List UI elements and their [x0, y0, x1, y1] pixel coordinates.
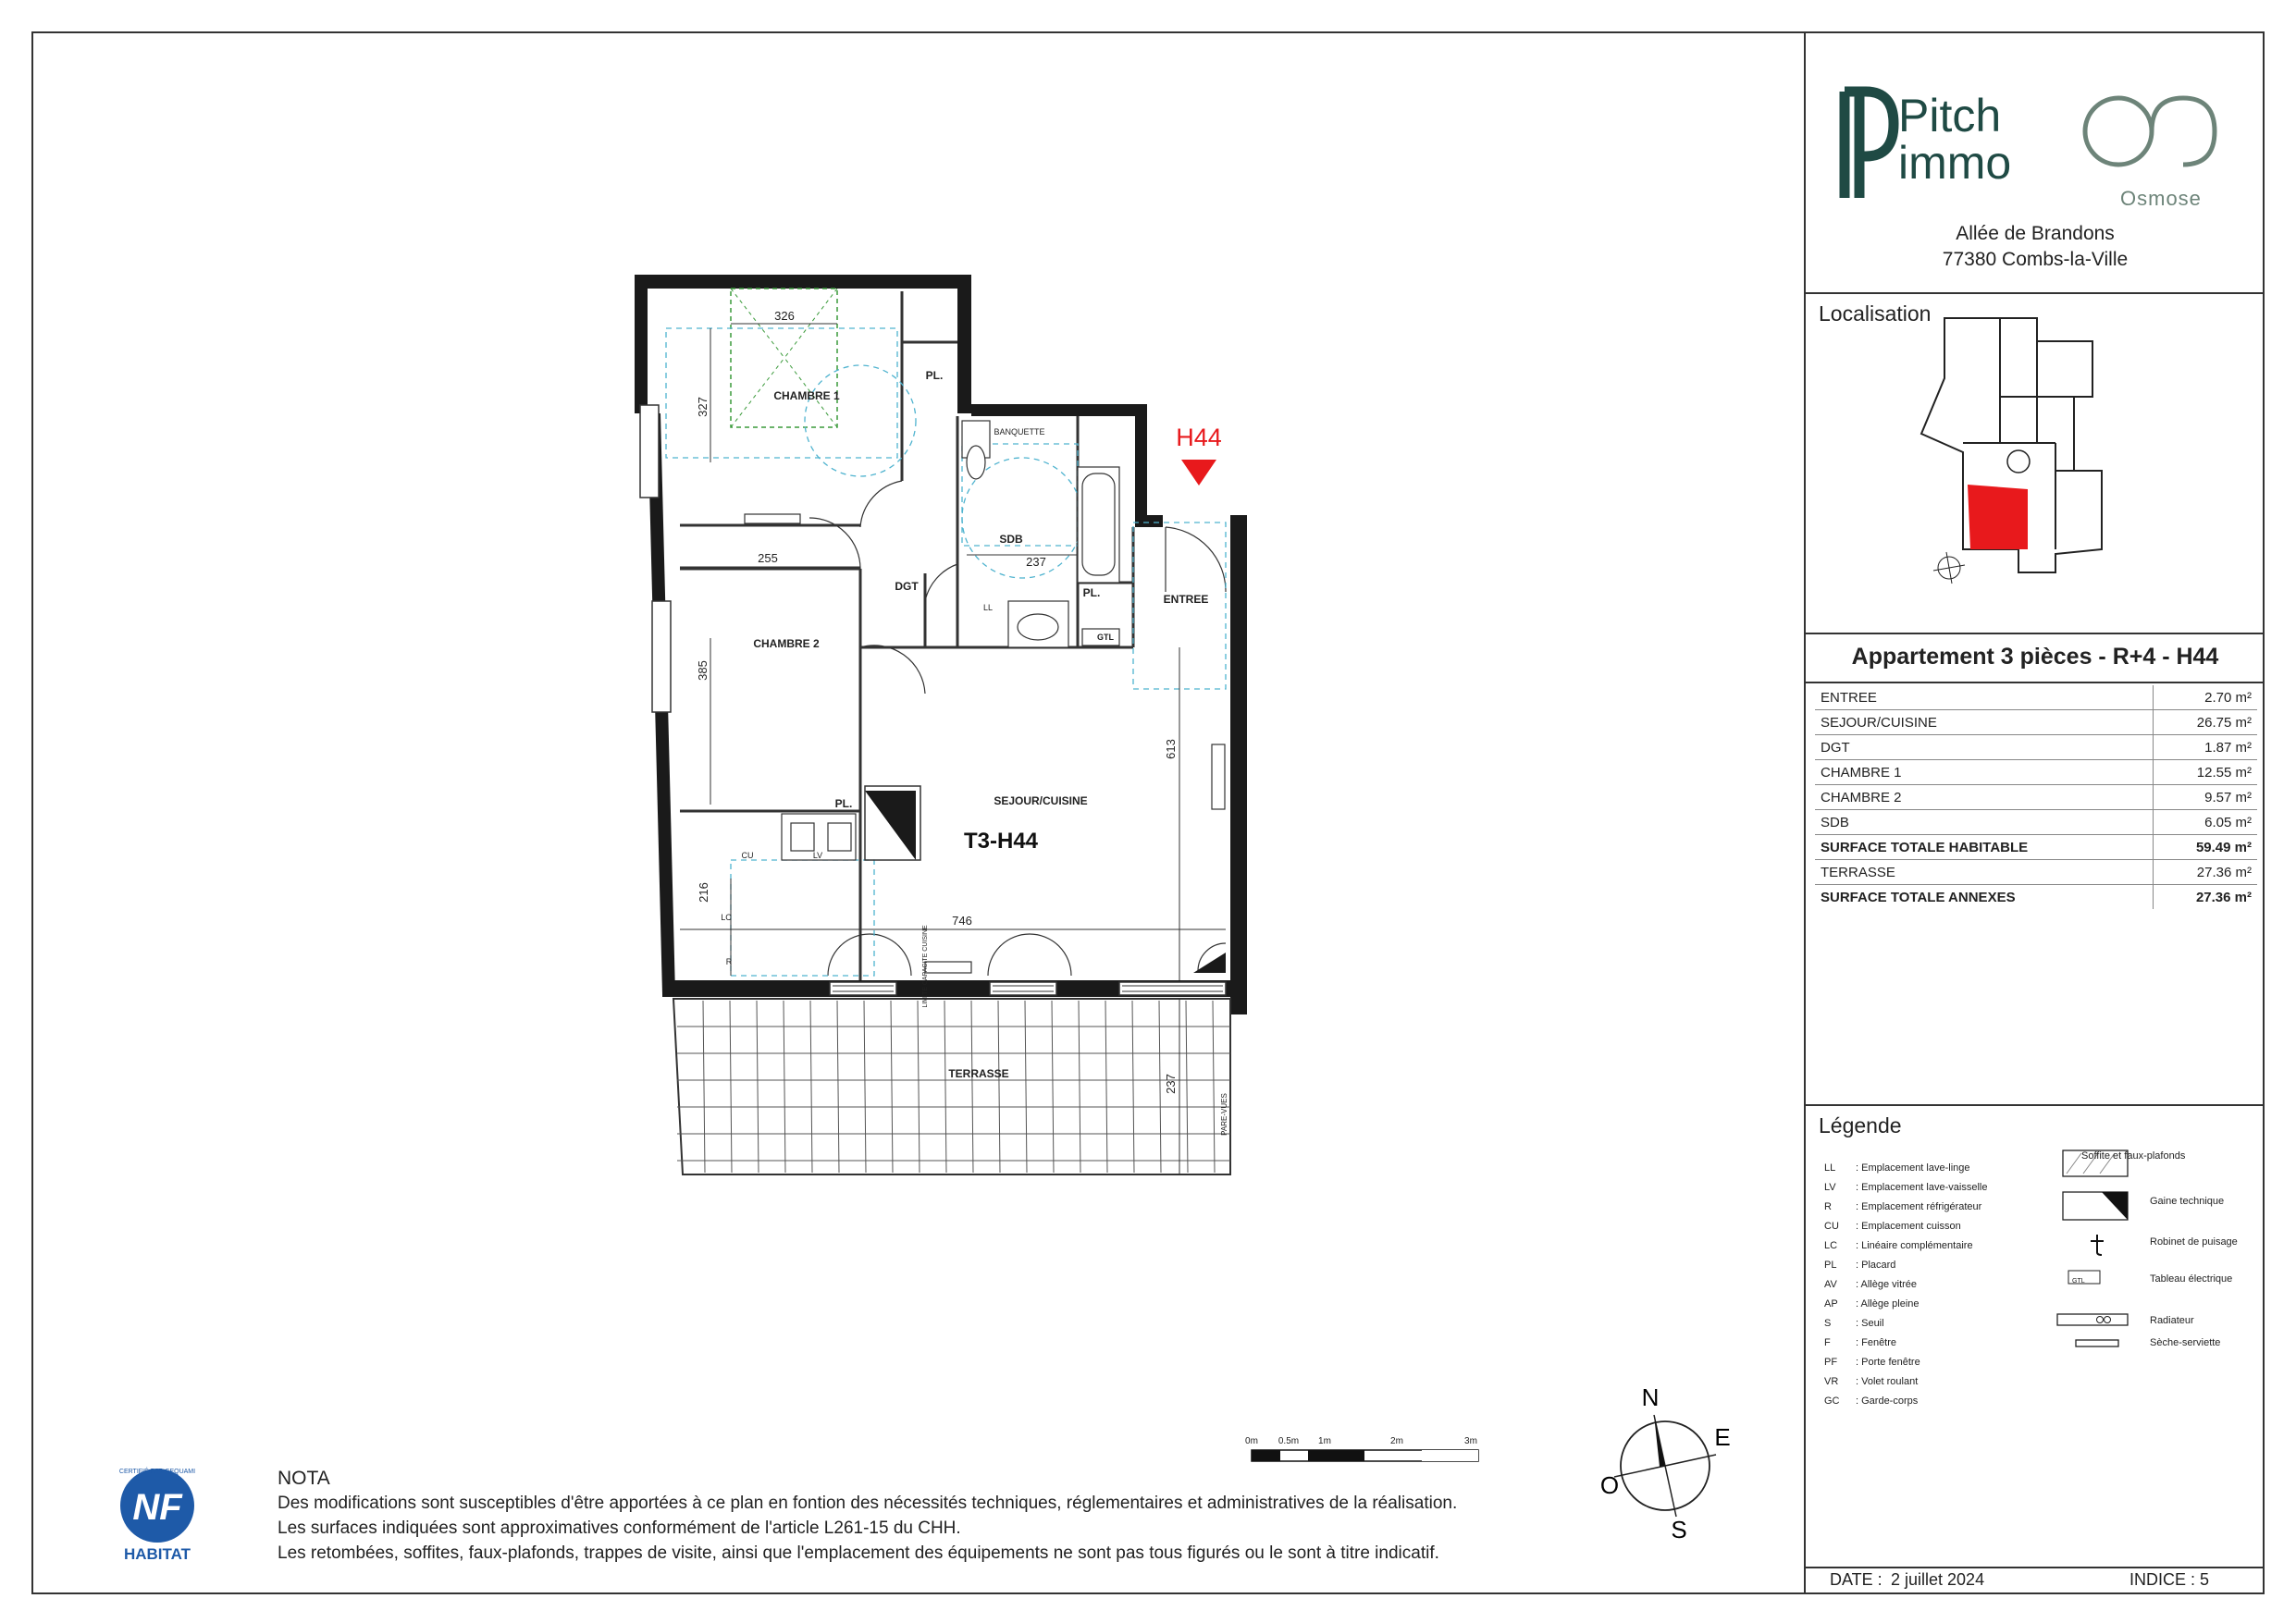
nf-mark: NF — [132, 1487, 182, 1528]
annex-total-row — [1815, 885, 2257, 910]
legend-code-item — [1824, 1239, 1973, 1252]
legend-sym-radiateur: Radiateur — [2150, 1315, 2194, 1326]
legend-code-item — [1824, 1297, 1920, 1310]
address-line2: 77380 Combs-la-Ville — [1942, 249, 2129, 270]
surface-label: SURFACE TOTALE HABITABLE — [1815, 835, 2154, 860]
seche-serviette-symbol — [2076, 1340, 2118, 1346]
legend-code-text: : Linéaire complémentaire — [1856, 1240, 1973, 1251]
cu-label: CU — [741, 851, 754, 860]
pitch-logo-line1: Pitch — [1898, 90, 2002, 141]
legend-title: Légende — [1819, 1113, 1902, 1137]
title-block — [1804, 31, 2265, 1594]
nota-line-1: Des modifications sont susceptibles d'être apportées à ce plan en fontion des nécessités techniques, réglementaires et administratives de la réalisation. — [278, 1494, 1458, 1513]
legend-code-text: : Emplacement réfrigérateur — [1856, 1201, 1982, 1212]
osmose-logo-icon — [2074, 85, 2250, 187]
indice-value: INDICE : 5 — [2129, 1570, 2210, 1589]
pl-label-1: PL. — [925, 369, 944, 382]
legend-code: GC — [1824, 1396, 1840, 1407]
surface-row — [1815, 710, 2257, 735]
surface-value: 27.36 m² — [2154, 885, 2258, 910]
pare-vues-label: PARE-VUES — [1220, 1093, 1228, 1136]
legend-sym-soffite: Soffite et faux-plafonds — [2081, 1150, 2186, 1162]
pl-label-3: PL. — [1082, 586, 1101, 599]
legend-sym-tableau: Tableau électrique — [2150, 1273, 2233, 1285]
radiateur-symbol — [2057, 1314, 2128, 1325]
nota-line-2: Les surfaces indiquées sont approximatives conformément de l'article L261-15 du CHH. — [278, 1518, 961, 1538]
room-label-terrasse: TERRASSE — [948, 1067, 1009, 1080]
gaine-symbol — [2102, 1192, 2128, 1220]
legend-sym-seche: Sèche-serviette — [2150, 1337, 2221, 1348]
legend-code-item — [1824, 1395, 1918, 1408]
apartment-marker: H44 — [1176, 424, 1222, 451]
pitch-logo-line2: immo — [1898, 137, 2012, 189]
legend-code-text: : Emplacement lave-linge — [1856, 1162, 1970, 1174]
surface-value: 12.55 m² — [2154, 760, 2258, 785]
legend-code: CU — [1824, 1221, 1839, 1232]
legend-code-text: : Emplacement cuisson — [1856, 1221, 1961, 1232]
legend-code-item — [1824, 1181, 1987, 1194]
pl-label-2: PL. — [834, 797, 853, 810]
fixtures — [745, 421, 1225, 973]
room-label-sdb: SDB — [999, 533, 1023, 546]
legend-code-text: : Porte fenêtre — [1856, 1357, 1920, 1368]
scale-label-05: 0.5m — [1278, 1436, 1300, 1446]
plan-label: T3-H44 — [963, 829, 1039, 854]
osmose-wordmark: Osmose — [2120, 187, 2202, 210]
legend-code: VR — [1824, 1376, 1839, 1387]
dim-385: 385 — [696, 660, 710, 681]
nf-arc: CERTIFIÉ PAR CEQUAMI — [118, 1469, 196, 1475]
lc-label: LC — [721, 913, 732, 922]
legend-code-text: : Garde-corps — [1856, 1396, 1919, 1407]
compass-o: O — [1599, 1471, 1620, 1499]
mini-compass-icon — [1933, 552, 1965, 584]
scale-label-1: 1m — [1318, 1436, 1331, 1446]
room-label-dgt: DGT — [895, 580, 919, 593]
terrace — [673, 999, 1230, 1174]
surface-row — [1815, 760, 2257, 785]
r-label: R — [725, 957, 733, 966]
lv-label: LV — [812, 851, 823, 860]
surface-row — [1815, 785, 2257, 810]
room-label-chambre1: CHAMBRE 1 — [773, 389, 840, 402]
room-label-entree: ENTREE — [1163, 593, 1209, 606]
surface-value: 2.70 m² — [2154, 685, 2258, 710]
legend-code: AV — [1824, 1279, 1837, 1290]
surface-label: SEJOUR/CUISINE — [1815, 710, 2154, 735]
legend-sym-gaine: Gaine technique — [2150, 1196, 2225, 1207]
legend-code: R — [1824, 1201, 1832, 1212]
legend-code: PF — [1824, 1357, 1838, 1368]
surface-row — [1815, 810, 2257, 835]
surface-row — [1815, 735, 2257, 760]
exterior-walls — [635, 275, 1247, 1014]
nota-title: NOTA — [278, 1468, 330, 1489]
compass-icon — [1600, 1383, 1731, 1543]
surface-label: DGT — [1815, 735, 2154, 760]
legend-code-item — [1824, 1278, 1917, 1291]
dim-237a: 237 — [1026, 555, 1046, 569]
surface-table — [1815, 685, 2257, 909]
localisation-map — [1907, 304, 2148, 591]
nota-line-3: Les retombées, soffites, faux-plafonds, trappes de visite, ainsi que l'emplacement des équipements ne sont pas tous figurés ou le sont à titre indicatif. — [278, 1543, 1439, 1563]
legend-code-text: : Placard — [1856, 1260, 1896, 1271]
legend-code-text: : Emplacement lave-vaisselle — [1856, 1182, 1988, 1193]
scale-label-2: 2m — [1390, 1436, 1403, 1446]
legend-code-text: : Allège vitrée — [1856, 1279, 1918, 1290]
robinet-symbol — [2091, 1235, 2104, 1255]
surface-value: 27.36 m² — [2154, 860, 2258, 885]
legend-code-text: : Seuil — [1856, 1318, 1884, 1329]
surface-label: TERRASSE — [1815, 860, 2154, 885]
dim-746: 746 — [952, 914, 972, 928]
surface-value: 9.57 m² — [2154, 785, 2258, 810]
apartment-highlight — [1968, 485, 2028, 549]
date-label: DATE : — [1830, 1570, 1882, 1589]
legend-code-item — [1824, 1317, 1884, 1330]
legend-code: S — [1824, 1318, 1832, 1329]
annex-row — [1815, 860, 2257, 885]
surface-value: 59.49 m² — [2154, 835, 2258, 860]
surface-value: 26.75 m² — [2154, 710, 2258, 735]
legend-code: AP — [1824, 1298, 1838, 1309]
ll-label: LL — [982, 603, 994, 612]
date-value: 2 juillet 2024 — [1891, 1570, 1985, 1589]
legend-sym-robinet: Robinet de puisage — [2150, 1236, 2238, 1248]
legend-code-text: : Volet roulant — [1856, 1376, 1919, 1387]
legend-code-item — [1824, 1259, 1895, 1272]
surface-row — [1815, 685, 2257, 710]
scale-label-3: 3m — [1464, 1436, 1477, 1446]
legend-code: F — [1824, 1337, 1831, 1348]
nota-block — [278, 1466, 1457, 1566]
legend-code-item — [1824, 1356, 1920, 1369]
marker-arrow-icon — [1181, 460, 1216, 486]
legend-code-item — [1824, 1336, 1896, 1349]
legend-code-item — [1824, 1375, 1918, 1388]
surface-value: 6.05 m² — [2154, 810, 2258, 835]
legend-code-text: : Fenêtre — [1856, 1337, 1897, 1348]
scale-bar — [1245, 1436, 1478, 1461]
address-line1: Allée de Brandons — [1956, 223, 2115, 244]
surface-value: 1.87 m² — [2154, 735, 2258, 760]
dim-255: 255 — [758, 551, 778, 565]
legend-code-item — [1824, 1220, 1961, 1233]
dim-613: 613 — [1164, 739, 1178, 759]
apartment-title: Appartement 3 pièces - R+4 - H44 — [1851, 644, 2219, 670]
pitch-immo-logo-icon — [1833, 82, 1907, 212]
compass-e: E — [1714, 1423, 1731, 1451]
legend-code: PL — [1824, 1260, 1837, 1271]
dim-326: 326 — [774, 309, 795, 323]
surface-label: CHAMBRE 2 — [1815, 785, 2154, 810]
nf-sub: HABITAT — [123, 1545, 191, 1563]
localisation-title: Localisation — [1819, 301, 1932, 326]
compass-n: N — [1641, 1383, 1660, 1411]
tech-shafts — [865, 791, 1226, 973]
compass-s: S — [1671, 1516, 1687, 1543]
room-label-sejour: SEJOUR/CUISINE — [994, 794, 1088, 807]
dim-327: 327 — [696, 397, 710, 417]
legend-symbols — [2055, 1146, 2129, 1359]
banquette-label: BANQUETTE — [994, 427, 1045, 436]
dim-216: 216 — [697, 882, 710, 903]
nf-habitat-logo — [102, 1464, 213, 1566]
legend-code-text: : Allège pleine — [1856, 1298, 1920, 1309]
legend-code: LV — [1824, 1182, 1836, 1193]
gtl-label: GTL — [1097, 633, 1114, 642]
surface-label: SDB — [1815, 810, 2154, 835]
limite-label: LIMITE CAPACITE CUISINE — [922, 925, 929, 1008]
legend-gtl: GTL — [2072, 1278, 2085, 1285]
surface-label: CHAMBRE 1 — [1815, 760, 2154, 785]
surface-label: ENTREE — [1815, 685, 2154, 710]
room-label-chambre2: CHAMBRE 2 — [753, 637, 820, 650]
surface-label: SURFACE TOTALE ANNEXES — [1821, 889, 2016, 905]
dim-237b: 237 — [1164, 1074, 1178, 1094]
scale-label-0: 0m — [1245, 1436, 1258, 1446]
legend-code-item — [1824, 1200, 1981, 1213]
legend-code-item — [1824, 1162, 1970, 1174]
legend-code: LL — [1824, 1162, 1836, 1174]
legend-code: LC — [1824, 1240, 1838, 1251]
surface-total-row — [1815, 835, 2257, 860]
